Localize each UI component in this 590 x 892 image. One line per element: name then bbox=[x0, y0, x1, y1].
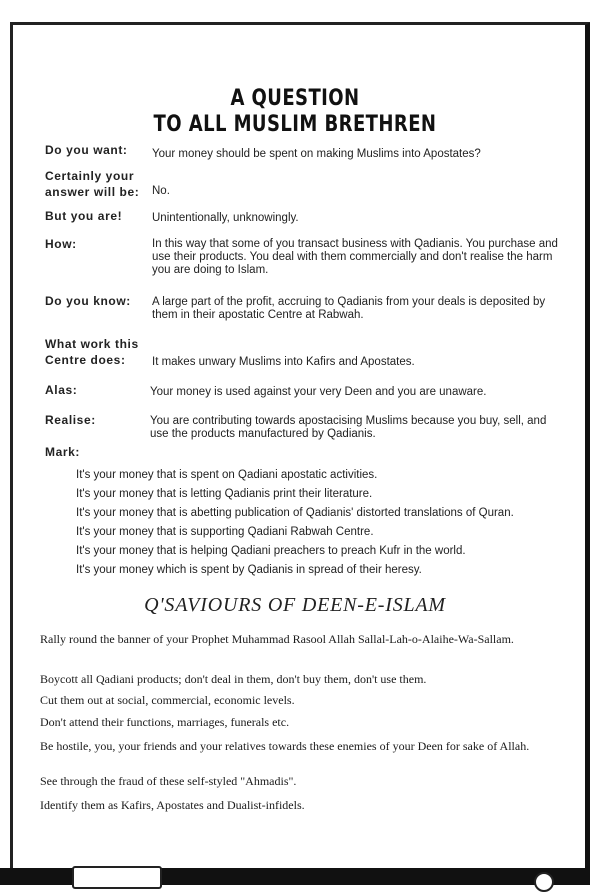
call-item: Don't attend their functions, marriages, funerals etc. bbox=[40, 715, 290, 729]
call-item: Identify them as Kafirs, Apostates and Dualist-infidels. bbox=[40, 798, 305, 812]
call-item: Boycott all Qadiani products; don't deal in them, don't buy them, don't use them. bbox=[40, 672, 427, 686]
title-line-1: A QUESTION bbox=[230, 86, 360, 111]
text-certainly: No. bbox=[152, 185, 170, 197]
label-what-work: What work this Centre does: bbox=[45, 337, 139, 367]
text-do-you-want: Your money should be spent on making Muslims into Apostates? bbox=[152, 148, 481, 160]
text-how: In this way that some of you transact business with Qadianis. You purchase and use their products. You deal with them commercially and don't realise the harm you are doing to Islam. bbox=[152, 238, 558, 276]
text-what-work: It makes unwary Muslims into Kafirs and Apostates. bbox=[152, 356, 415, 368]
label-do-you-know: Do you know: bbox=[45, 294, 131, 308]
call-item: See through the fraud of these self-styled "Ahmadis". bbox=[40, 774, 297, 788]
publisher-logo bbox=[72, 866, 162, 889]
text-alas: Your money is used against your very Deen and you are unaware. bbox=[150, 386, 487, 398]
mark-line: It's your money that is letting Qadianis print their literature. bbox=[76, 488, 373, 500]
label-but-you-are: But you are! bbox=[45, 209, 123, 223]
mark-line: It's your money that is helping Qadiani preachers to preach Kufr in the world. bbox=[76, 545, 466, 557]
mark-line: It's your money which is spent by Qadianis in spread of their heresy. bbox=[76, 564, 422, 576]
label-certainly: Certainly your answer will be: bbox=[45, 169, 140, 199]
call-item: Be hostile, you, your friends and your relatives towards these enemies of your Deen for sake of Allah. bbox=[40, 739, 530, 753]
text-realise: You are contributing towards apostacising Muslims because you buy, sell, and use the products manufactured by Qadianis. bbox=[150, 415, 547, 440]
label-how: How: bbox=[45, 237, 77, 251]
call-item: Rally round the banner of your Prophet Muhammad Rasool Allah Sallal-Lah-o-Alaihe-Wa-Sallam. bbox=[40, 632, 514, 646]
label-mark: Mark: bbox=[45, 445, 81, 459]
mark-line: It's your money that is supporting Qadiani Rabwah Centre. bbox=[76, 526, 374, 538]
mark-line: It's your money that is spent on Qadiani apostatic activities. bbox=[76, 469, 378, 481]
text-but-you-are: Unintentionally, unknowingly. bbox=[152, 212, 299, 224]
label-realise: Realise: bbox=[45, 413, 96, 427]
call-item: Cut them out at social, commercial, economic levels. bbox=[40, 693, 295, 707]
label-alas: Alas: bbox=[45, 383, 78, 397]
emblem-icon bbox=[534, 872, 554, 892]
text-do-you-know: A large part of the profit, accruing to Qadianis from your deals is deposited by them in their apostatic Centre at Rabwah. bbox=[152, 296, 546, 321]
mark-line: It's your money that is abetting publication of Qadianis' distorted translations of Quran. bbox=[76, 507, 514, 519]
label-do-you-want: Do you want: bbox=[45, 143, 128, 157]
subheading: Q'SAVIOURS OF DEEN-E-ISLAM bbox=[144, 594, 446, 616]
title-line-2: TO ALL MUSLIM BRETHREN bbox=[153, 112, 437, 137]
